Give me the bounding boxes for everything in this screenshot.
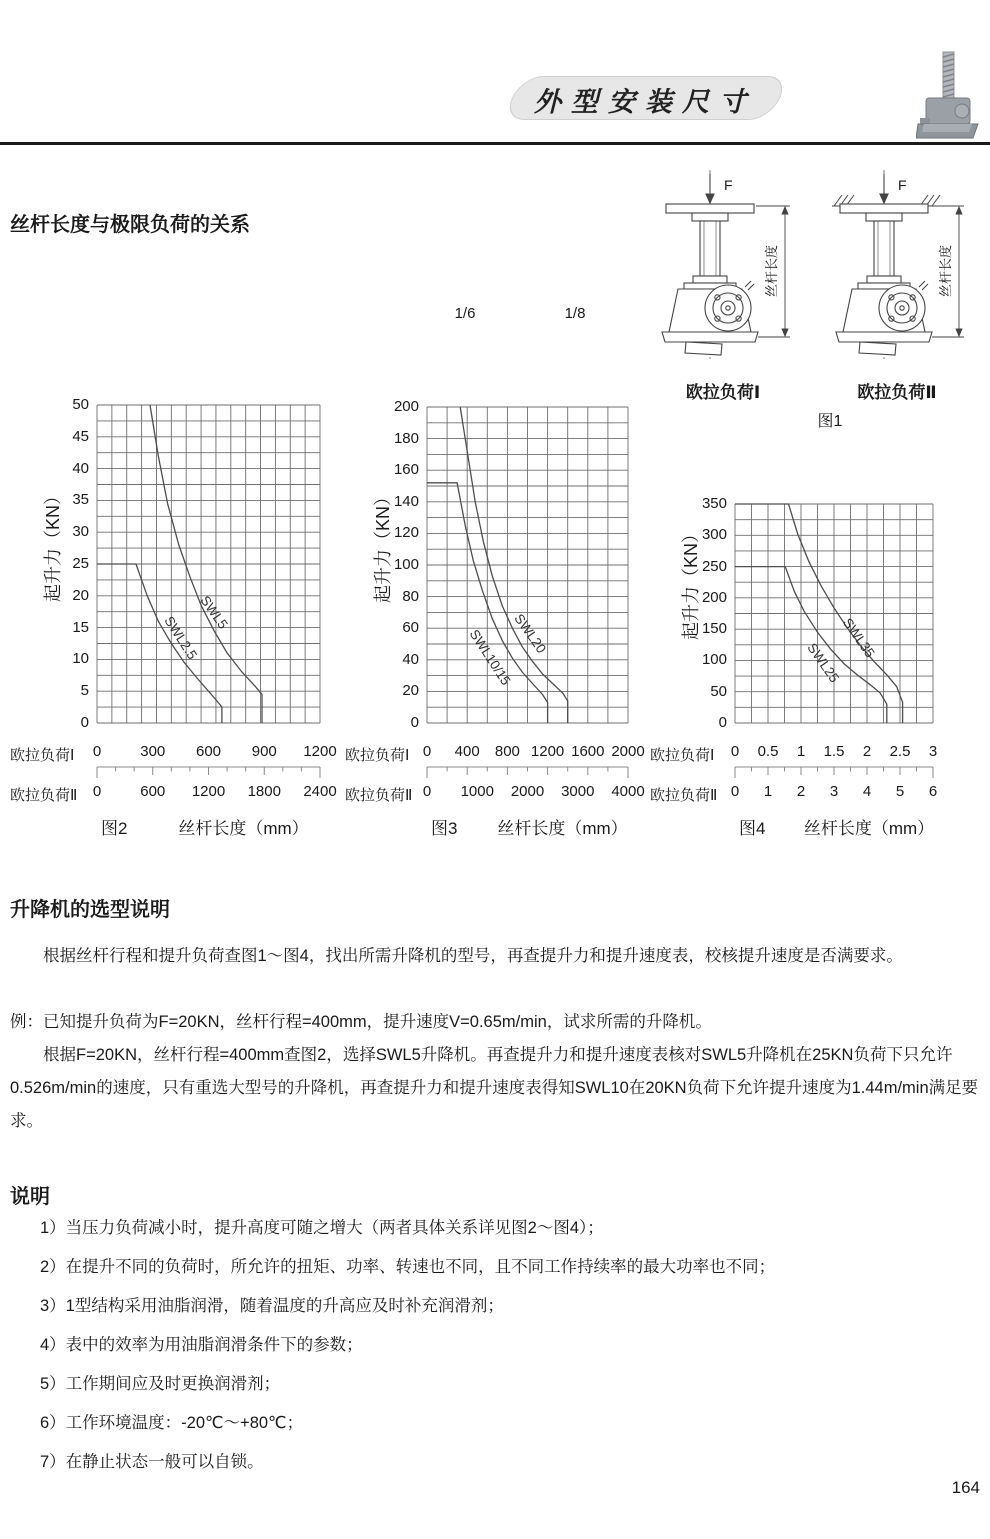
screw-length-label: 丝杆长度 [764, 244, 779, 298]
y-tick-label: 200 [393, 398, 419, 415]
axis1-tick-value: 1200 [303, 743, 337, 760]
y-tick-label: 45 [72, 427, 89, 445]
selection-paragraph-3: 根据F=20KN，丝杆行程=400mm查图2，选择SWL5升降机。再查提升力和提升速度表核对SWL5升降机在25KN负荷下只允许0.526m/min的速度，只有重选大型号的升降机，再查提升力和提升速度表得知SWL10在20KN负荷下允许提升速度为1.44m/min满足要求。 [10, 1046, 979, 1130]
force-arrow-icon [706, 174, 714, 203]
y-tick-label: 50 [72, 396, 89, 413]
axis2-row-label: 欧拉负荷Ⅱ [345, 787, 413, 804]
axis1-tick-value: 0 [92, 743, 102, 760]
axis1-tick-value: 0.5 [757, 743, 779, 760]
axis1-tick-value: 900 [251, 743, 277, 760]
axis1-tick-value: 1600 [571, 743, 605, 760]
worm-flange [879, 285, 925, 331]
force-arrow-icon [880, 174, 888, 203]
y-tick-label: 350 [701, 495, 727, 512]
curve-label: SWL20 [511, 611, 550, 656]
y-tick-label: 20 [402, 682, 419, 700]
axis2-tick-value: 1 [763, 783, 773, 800]
y-tick-label: 120 [393, 524, 419, 542]
figure1-caption: 图1 [817, 413, 843, 430]
note-item: 3）1型结构采用油脂润滑，随着温度的升高应及时补充润滑剂； [40, 1297, 504, 1315]
selection-paragraph-2: 例：已知提升负荷为F=20KN，丝杆行程=400mm，提升速度V=0.65m/min，试求所需的升降机。 [10, 1013, 712, 1031]
y-tick-label: 20 [72, 586, 89, 604]
page-number: 164 [951, 1478, 980, 1497]
axis1-tick-value: 3 [928, 743, 938, 760]
axis1-tick-value: 600 [195, 743, 222, 760]
axis2-tick-value: 0 [422, 783, 432, 800]
load-plate [666, 204, 754, 213]
axis2-tick-value: 5 [895, 783, 905, 800]
y-tick-label: 160 [393, 461, 419, 479]
axis2-tick-value: 1800 [247, 783, 281, 800]
base-plate [662, 332, 758, 342]
axis1-tick-value: 400 [454, 743, 480, 760]
axis2-tick-value: 2000 [510, 783, 545, 800]
curve-label: SWL35 [839, 615, 878, 661]
note-item: 6）工作环境温度：-20℃～+80℃； [40, 1414, 304, 1432]
drawing-euler-load-1 [648, 170, 798, 375]
jack-icon-art [916, 52, 978, 138]
y-tick-label: 30 [72, 523, 89, 541]
euler-load-1-label: 欧拉负荷Ⅰ [685, 383, 761, 402]
y-tick-label: 0 [410, 714, 419, 731]
figure-caption: 图4 [739, 819, 766, 838]
ruler-ticks [97, 767, 320, 778]
axis1-tick-value: 300 [140, 743, 166, 760]
axis1-row-label: 欧拉负荷Ⅰ [345, 747, 410, 764]
axis2-tick-value: 4 [862, 783, 872, 800]
x-axis-label: 丝杆长度（mm） [497, 819, 628, 838]
y-tick-label: 80 [402, 587, 419, 605]
axis1-tick-value: 1 [796, 743, 806, 760]
axis1-tick-value: 1200 [530, 743, 565, 760]
curve-label: SWL2.5 [161, 613, 201, 663]
axis2-tick-value: 0 [92, 783, 102, 800]
curve-label: SWL5 [197, 592, 231, 632]
y-tick-label: 15 [72, 618, 89, 636]
section-title: 丝杆长度与极限负荷的关系 [10, 214, 250, 236]
note-item: 5）工作期间应及时更换润滑剂； [40, 1375, 281, 1393]
ruler-ticks [735, 767, 933, 778]
euler-load-2-label: 欧拉负荷Ⅱ [857, 383, 937, 402]
screw-column [874, 221, 894, 276]
header-rule [0, 142, 990, 145]
y-tick-label: 250 [701, 557, 727, 575]
y-tick-label: 100 [393, 556, 419, 573]
y-axis-label: 起升力（KN） [373, 487, 393, 603]
screw-column [700, 221, 720, 276]
grid-lines [427, 407, 628, 723]
y-tick-label: 40 [72, 459, 89, 477]
grid-lines [735, 504, 933, 723]
page-title: 外型安装尺寸 [534, 87, 756, 117]
axis-ruler [735, 766, 933, 779]
axis2-tick-value: 3 [829, 783, 839, 800]
y-tick-label: 180 [393, 429, 419, 447]
axis1-tick-value: 1.5 [823, 743, 845, 760]
drawing-euler-load-2 [822, 170, 972, 375]
selection-paragraph-1: 根据丝杆行程和提升负荷查图1～图4，找出所需升降机的型号，再查提升力和提升速度表，校核提升速度是否满要求。 [43, 947, 903, 965]
y-tick-label: 5 [80, 682, 89, 700]
figure-caption: 图2 [101, 819, 128, 838]
y-tick-label: 0 [718, 714, 727, 731]
axis1-tick-value: 2.5 [889, 743, 911, 760]
y-tick-label: 35 [72, 491, 89, 509]
note-item: 4）表中的效率为用油脂润滑条件下的参数； [40, 1336, 363, 1354]
axis1-tick-value: 0 [730, 743, 740, 760]
chart-fig3 [427, 407, 628, 723]
y-tick-label: 10 [72, 650, 89, 668]
axis2-tick-value: 1200 [191, 783, 226, 800]
curve-label: SWL25 [804, 640, 843, 686]
y-tick-label: 40 [402, 650, 419, 668]
figure-caption: 图3 [431, 819, 458, 838]
axis2-row-label: 欧拉负荷Ⅱ [10, 787, 78, 804]
axis2-tick-value: 4000 [611, 783, 645, 800]
axis1-row-label: 欧拉负荷Ⅰ [10, 747, 75, 764]
axis2-tick-value: 0 [730, 783, 740, 800]
notes-title: 说明 [10, 1186, 50, 1208]
y-tick-label: 0 [80, 714, 89, 731]
y-tick-label: 150 [701, 620, 727, 638]
load-plate [840, 204, 928, 213]
chart-fig2 [97, 405, 320, 723]
axis2-tick-value: 2400 [303, 783, 337, 800]
base-plate [836, 332, 932, 342]
selection-title: 升降机的选型说明 [10, 899, 170, 921]
jack-photo-icon [916, 50, 980, 147]
ratio-one-eighth: 1/8 [564, 305, 586, 322]
axis-ruler [97, 766, 320, 779]
axis2-tick-value: 3000 [561, 783, 595, 800]
worm-flange [705, 285, 751, 331]
x-axis-label: 丝杆长度（mm） [178, 819, 309, 838]
note-item: 2）在提升不同的负荷时，所允许的扭矩、功率、转速也不同，且不同工作持续率的最大功率也不同； [40, 1258, 776, 1276]
y-axis-label: 起升力（KN） [43, 487, 63, 603]
y-tick-label: 200 [701, 588, 727, 606]
notes-list [40, 1216, 970, 1489]
x-axis-label: 丝杆长度（mm） [803, 819, 935, 838]
axis2-tick-value: 1000 [460, 783, 494, 800]
axis2-tick-value: 6 [928, 783, 938, 800]
y-tick-label: 100 [701, 651, 727, 669]
axis2-row-label: 欧拉负荷Ⅱ [650, 787, 718, 804]
chart-fig4 [735, 504, 933, 723]
axis2-tick-value: 2 [796, 783, 806, 800]
axis-ruler [427, 766, 628, 779]
curve-label: SWL10/15 [466, 626, 514, 688]
y-tick-label: 50 [710, 682, 727, 700]
y-tick-label: 60 [402, 619, 419, 637]
axis1-tick-value: 0 [422, 743, 432, 760]
y-axis-label: 起升力（KN） [681, 524, 701, 640]
axis1-tick-value: 800 [494, 743, 520, 760]
axis2-tick-value: 600 [140, 783, 166, 800]
ratio-one-sixth: 1/6 [454, 305, 476, 322]
axis1-row-label: 欧拉负荷Ⅰ [650, 747, 715, 764]
y-tick-label: 25 [72, 555, 89, 572]
y-tick-label: 300 [701, 526, 727, 544]
axis1-tick-value: 2 [862, 743, 872, 760]
screw-length-label: 丝杆长度 [938, 244, 953, 298]
note-item: 1）当压力负荷减小时，提升高度可随之增大（两者具体关系详见图2～图4）； [40, 1219, 604, 1237]
y-tick-label: 140 [393, 492, 419, 510]
note-item: 7）在静止状态一般可以自锁。 [40, 1453, 264, 1471]
force-label: F [898, 177, 907, 193]
force-label: F [724, 177, 733, 193]
ruler-ticks [427, 767, 628, 778]
axis1-tick-value: 2000 [611, 743, 645, 760]
